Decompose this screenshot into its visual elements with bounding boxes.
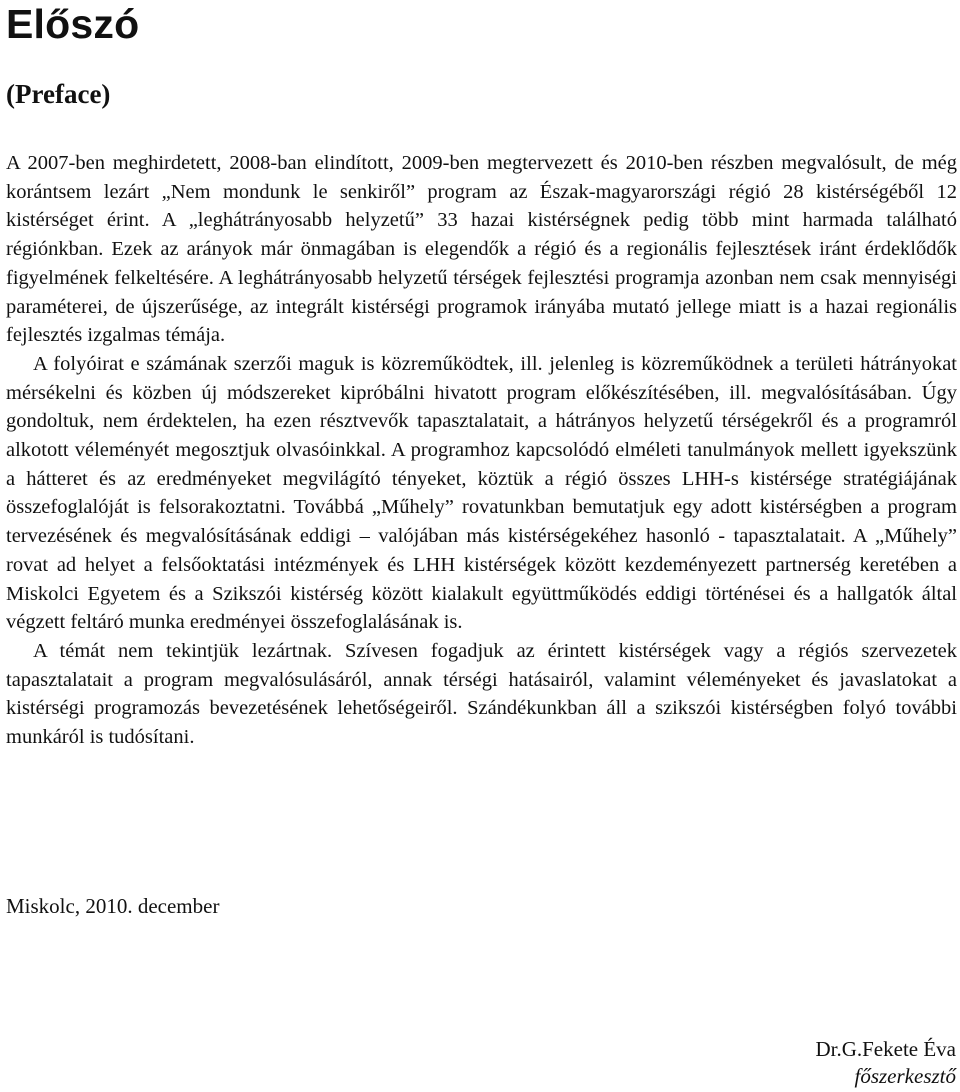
signature-block (815, 1036, 956, 1090)
page-title: Előszó (6, 1, 140, 47)
signature-name: Dr.G.Fekete Éva (815, 1037, 956, 1061)
paragraph-3: A témát nem tekintjük lezártnak. Szívesen fogadjuk az érintett kistérségek vagy a régiós szervezetek tapasztalatait a program megvalósulásáról, annak térségi hatásairól, valamint véleményeket és javaslatokat a kistérségi programozás bevezetésének lehetőségeiről. Szándékunkban áll a szikszói kistérségben folyó további munkáról is tudósítani. (6, 639, 957, 749)
paragraph-2: A folyóirat e számának szerzői maguk is közreműködtek, ill. jelenleg is közreműködnek a területi hátrányokat mérsékelni és közben új módszereket kipróbálni hivatott program előkészítésében, ill. megvalósításában. Úgy gondoltuk, nem érdektelen, ha ezen résztvevők tapasztalatait, a hátrányos helyzetű térségekről és a programról alkotott véleményét megosztjuk olvasóinkkal. A programhoz kapcsolódó elméleti tanulmányok mellett igyekszünk a hátteret és az eredményeket megvilágító tényeket, köztük a régió összes LHH-s kistérsége stratégiájának összefoglalóját is felsorakoztatni. Továbbá „Műhely” rovatunkban bemutatjuk egy adott kistérségben a program tervezésének és megvalósításának eddigi – valójában más kistérségekéhez hasonló - tapasztalatait. A „Műhely” rovat ad helyet a felsőoktatási intézmények és LHH kistérségek között kezdeményezett partnerség keretében a Miskolci Egyetem és a Szikszói kistérség között kialakult együttműködés eddigi történései és a hallgatók által végzett feltáró munka eredményei összefoglalásának is. (6, 352, 957, 634)
place-date: Miskolc, 2010. december (6, 894, 220, 918)
page-subtitle: (Preface) (6, 79, 111, 109)
signature-role: főszerkesztő (854, 1064, 956, 1088)
body-text (6, 149, 957, 752)
paragraph-1: A 2007-ben meghirdetett, 2008-ban elindított, 2009-ben megtervezett és 2010-ben részben megvalósult, de még korántsem lezárt „Nem mondunk le senkiről” program az Észak-magyarországi régió 28 kistérségéből 12 kistérséget érint. A „leghátrányosabb helyzetű” 33 hazai kistérségnek pedig több mint harmada található régiónkban. Ezek az arányok már önmagában is elegendők a régió és a regionális fejlesztések iránt érdeklődők figyelmének felkeltésére. A leghátrányosabb helyzetű térségek fejlesztési programja azonban nem csak mennyiségi paraméterei, de újszerűsége, az integrált kistérségi programok irányába mutató jellege miatt is a hazai regionális fejlesztés izgalmas témája. (6, 152, 957, 347)
